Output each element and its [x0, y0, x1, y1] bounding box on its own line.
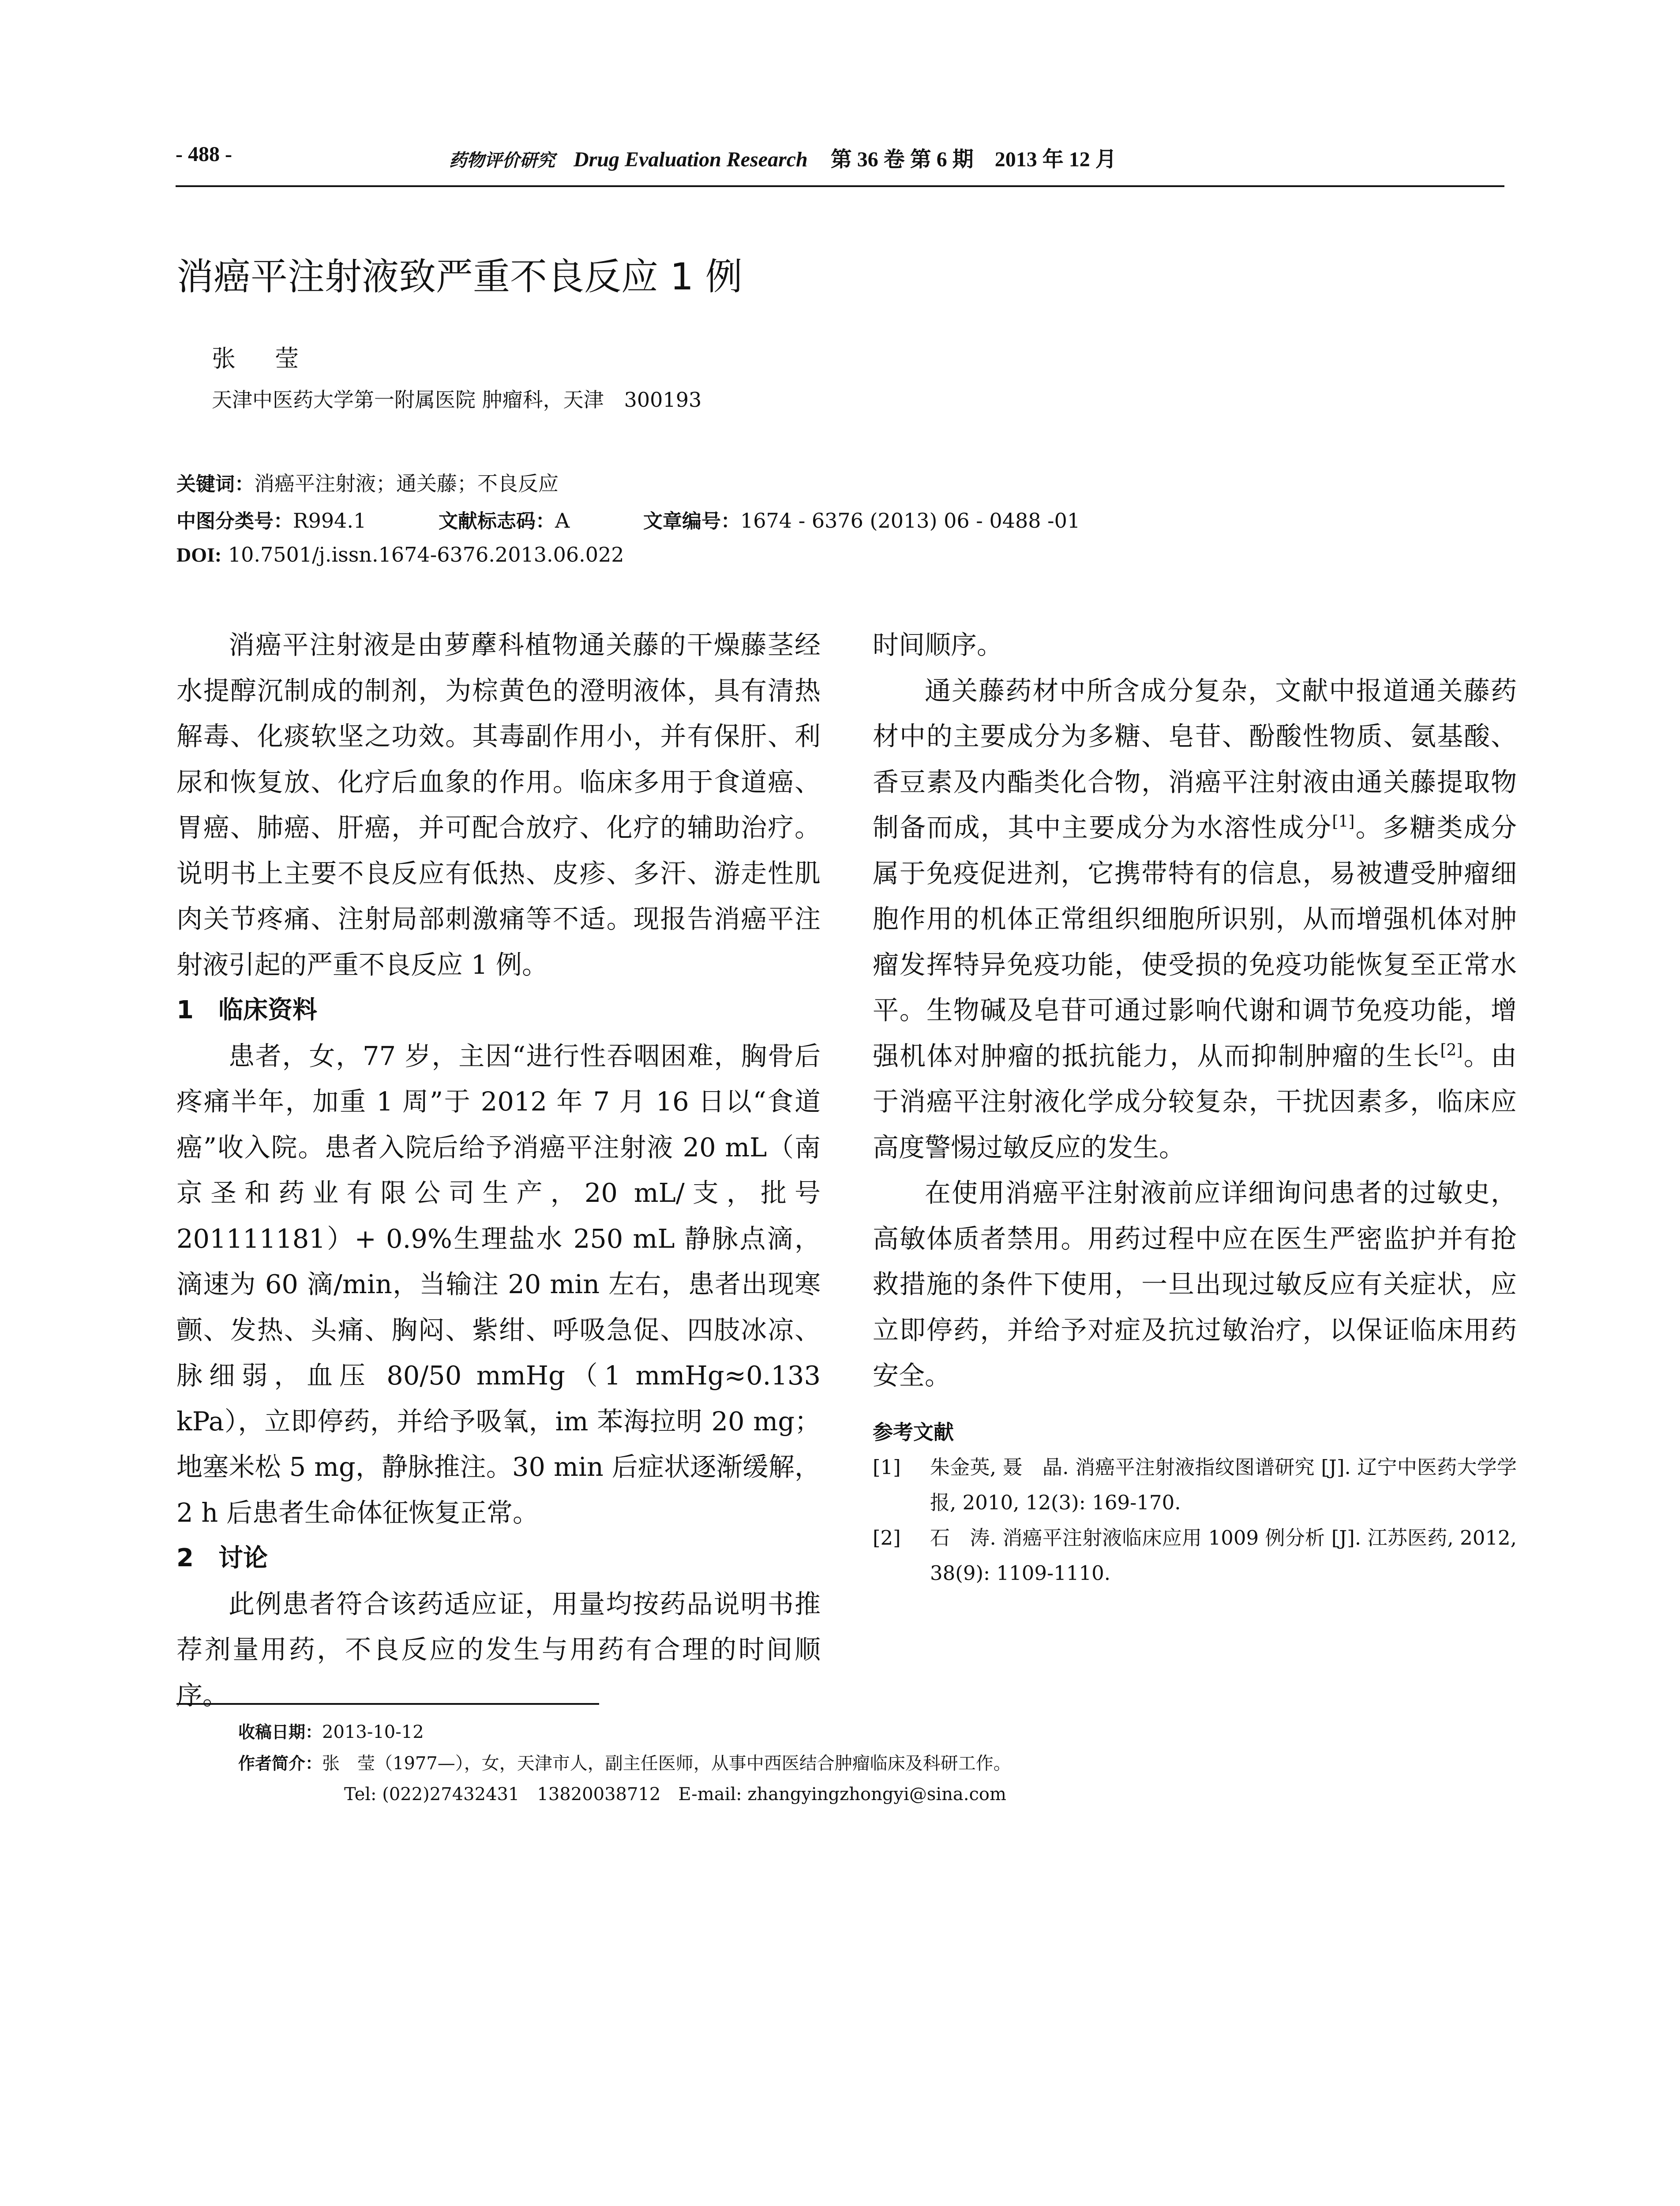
keywords: 消癌平注射液；通关藤；不良反应 [254, 472, 559, 495]
author-contact: Tel: (022)27432431 13820038712 E-mail: zhangyingzhongyi@sina.com [344, 1784, 1006, 1805]
journal-logo-cn: 药物评价研究 [449, 150, 555, 171]
discussion-p2-text-1: 通关藤药材中所含成分复杂，文献中报道通关藤药材中的主要成分为多糖、皂苷、酚酸性物质、氨基酸、香豆素及内酯类化合物，消癌平注射液由通关藤提取物制备而成，其中主要成分为水溶性成分 [873, 675, 1517, 843]
article-title: 消癌平注射液致严重不良反应 1 例 [176, 255, 742, 298]
received-date: 2013-10-12 [322, 1722, 424, 1742]
reference-text: 朱金英, 聂 晶. 消癌平注射液指纹图谱研究 [J]. 辽宁中医药大学学报, 2010, 12(3): 169-170. [930, 1455, 1517, 1514]
author-bio-note [238, 1749, 1011, 1775]
discussion-paragraph-2 [873, 668, 1517, 1171]
intro-paragraph: 消癌平注射液是由萝藦科植物通关藤的干燥藤茎经水提醇沉制成的制剂，为棕黄色的澄明液体，具有清热解毒、化痰软坚之功效。其毒副作用小，并有保肝、利尿和恢复放、化疗后血象的作用。临床多用于食道癌、胃癌、肺癌、肝癌，并可配合放疗、化疗的辅助治疗。说明书上主要不良反应有低热、皮疹、多汗、游走性肌肉关节疼痛、注射局部刺激痛等不适。现报告消癌平注射液引起的严重不良反应 1 例。 [176, 630, 821, 980]
journal-info [449, 142, 1117, 173]
articleno-value: 1674 - 6376 (2013) 06 - 0488 -01 [740, 509, 1080, 533]
issue-info: 第 36 卷 第 6 期 2013 年 12 月 [830, 148, 1117, 171]
doi-label: DOI: [176, 544, 222, 566]
classification-line [176, 505, 1080, 533]
author-name: 张 莹 [212, 345, 315, 372]
case-paragraph: 患者，女，77 岁，主因“进行性吞咽困难，胸骨后疼痛半年，加重 1 周”于 2012 年 7 月 16 日以“食道癌”收入院。患者入院后给予消癌平注射液 20 mL（南京圣和药业有限公司生产，20 mL/支，批号 201111181）+ 0.9%生理盐水 250 mL 静脉点滴，滴速为 60 滴/min，当输注 20 min 左右，患者出现寒颤、发热、头痛、胸闷、紫绀、呼吸急促、四肢冰凉、脉细弱，血压 80/50 mmHg（1 mmHg≈0.133 kPa），立即停药，并给予吸氧，im 苯海拉明 20 mg；地塞米松 5 mg，静脉推注。30 min 后症状逐渐缓解，2 h 后患者生命体征恢复正常。 [176, 1040, 821, 1528]
reference-item [873, 1520, 1517, 1591]
discussion-p2-text-2: 。多糖类成分属于免疫促进剂，它携带特有的信息，易被遭受肿瘤细胞作用的机体正常组织细胞所识别，从而增强机体对肿瘤发挥特异免疫功能，使受损的免疫功能恢复至正常水平。生物碱及皂苷可通过影响代谢和调节免疫功能，增强机体对肿瘤的抵抗能力，从而抑制肿瘤的生长 [873, 812, 1517, 1071]
discussion-paragraph-1: 此例患者符合该药适应证，用量均按药品说明书推荐剂量用药，不良反应的发生与用药有合理的时间顺序。 [176, 1588, 821, 1711]
reference-item [873, 1450, 1517, 1520]
keywords-line [176, 468, 559, 497]
citation-2[interactable]: [2] [1440, 1041, 1463, 1059]
discussion-p2-text-3: 。由于消癌平注射液化学成分较复杂，干扰因素多，临床应高度警惕过敏反应的发生。 [873, 1040, 1517, 1163]
footnote-divider [176, 1703, 599, 1705]
reference-number: [2] [873, 1526, 901, 1549]
keywords-label: 关键词： [176, 473, 254, 495]
journal-name-en: Drug Evaluation Research [574, 148, 808, 171]
page-number: - 488 - [176, 143, 232, 166]
author-affiliation: 天津中医药大学第一附属医院 肿瘤科，天津 300193 [212, 388, 702, 412]
doi-line [176, 543, 624, 567]
articleno-label: 文章编号： [643, 510, 740, 533]
reference-text: 石 涛. 消癌平注射液临床应用 1009 例分析 [J]. 江苏医药, 2012, 38(9): 1109-1110. [930, 1526, 1517, 1585]
references-heading: 参考文献 [873, 1420, 954, 1444]
author-bio-label: 作者简介： [238, 1754, 322, 1773]
body-column-left [176, 622, 821, 1711]
body-column-right [873, 622, 1517, 1591]
reference-number: [1] [873, 1455, 901, 1479]
clc-value: R994.1 [293, 509, 367, 533]
citation-1[interactable]: [1] [1332, 813, 1355, 831]
doccode-label: 文献标志码： [439, 510, 555, 533]
running-header [176, 132, 1504, 187]
section-heading-discussion: 2 讨论 [176, 1544, 268, 1572]
discussion-paragraph-1-continued: 时间顺序。 [873, 630, 1003, 660]
discussion-paragraph-3: 在使用消癌平注射液前应详细询问患者的过敏史，高敏体质者禁用。用药过程中应在医生严密监护并有抢救措施的条件下使用，一旦出现过敏反应有关症状，应立即停药，并给予对症及抗过敏治疗，以保证临床用药安全。 [873, 1178, 1517, 1391]
doccode-value: A [555, 509, 570, 533]
author-bio: 张 莹（1977—），女，天津市人，副主任医师，从事中西医结合肿瘤临床及科研工作。 [322, 1753, 1011, 1774]
section-heading-clinical: 1 临床资料 [176, 996, 317, 1024]
received-label: 收稿日期： [238, 1722, 322, 1742]
clc-label: 中图分类号： [176, 510, 293, 533]
doi-value: 10.7501/j.issn.1674-6376.2013.06.022 [228, 543, 624, 567]
received-date-note [238, 1718, 424, 1743]
